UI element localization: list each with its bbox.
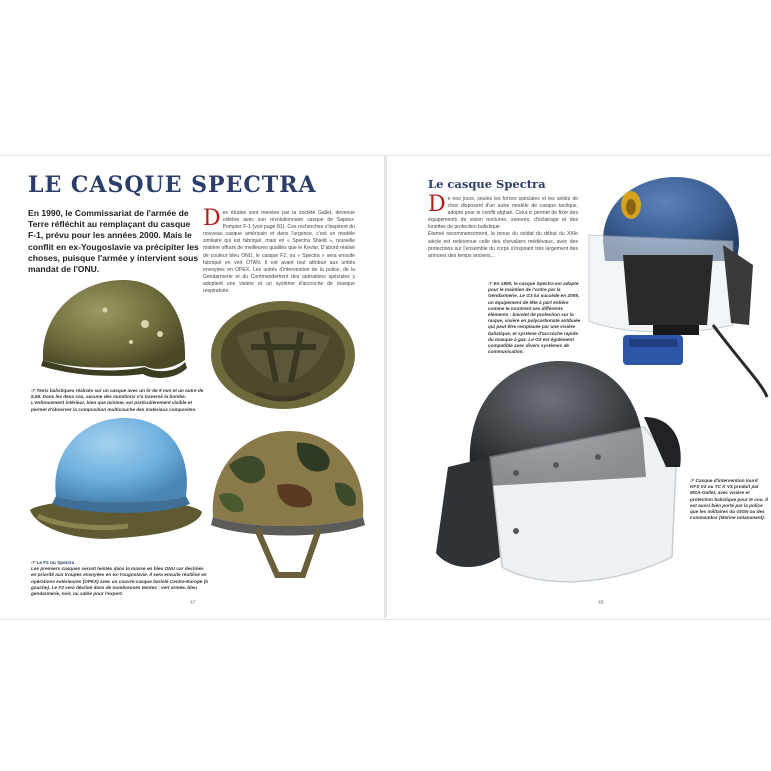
drop-cap: D bbox=[428, 192, 446, 217]
body-paragraph-2: Éternel recommencement, la tenue du soldat du début du XXIe siècle est redevenue celle des chevaliers médiévaux, avec des protections sur l'ensemble du corps s'inspirant très largement des armures des temps anciens... bbox=[428, 231, 578, 259]
page-gutter bbox=[384, 155, 387, 618]
page-title-right: Le casque Spectra bbox=[428, 177, 546, 191]
arrow-icon: ☞ bbox=[31, 388, 37, 393]
caption-text: Casque d'intervention lourd KFS V2 ou TC K V3 produit par MSA-Gallet, avec visière et protection balistique pour le cou. Il est aussi bien porté par la police que les militaires du GIGN ou des commandos (Marine notamment). bbox=[690, 478, 768, 521]
un-blue-helmet-photo bbox=[28, 412, 204, 558]
caption-text: En 1990, le casque Spectra est adopté pour le maintien de l'ordre par la Gendarmerie. Le G3 lui succède en 2009, un équipement de tête à part entière comme le montrent ses différents éléments : bavolet de protection sur la nuque, visière en polycarbonate antibuée qui peut être remplacée par une visière balistique, et système d'accroche rapide du masque à gaz. Le G3 est également compatible avec divers systèmes de communication. bbox=[488, 281, 581, 355]
arrow-icon: ☞ bbox=[31, 560, 37, 565]
body-paragraph: e nos jours, seules les forces spéciales et les unités de choc disposent d'un autre modèle de casque tactique, adopté pour le conflit afghan. Celui-ci permet de fixer des équipements de vision nocturne, sonores, d'éclairage et des lunettes de protection balistique. bbox=[428, 196, 578, 231]
caption-text: Les premiers casques seront teintés dans la masse en bleu ONU car destinés en priorité aux troupes envoyées en ex-Yougoslavie. Il sera ensuite réutilisé en opérations extérieures (OPEX) avec un couvre-casque bariolé Centre-Europe (à gauche). Le F2 sera décliné dans de nombreuses teintes : vert armée, bleu gendarmerie, noir, ou sable pour l'export. bbox=[31, 566, 208, 597]
helmet-interior-photo bbox=[206, 297, 360, 415]
caption-text: Tests balistiques réalisés sur un casque avec un tir de 9 mm et un autre de 5,56. Dans les deux cas, aucune des munitions n'a traversé la bombe. L'enfoncement intérieur, bien que minime, est particulièrement visible et permet d'observer la composition multicouche des matériaux composites. bbox=[31, 388, 204, 412]
caption-gendarmerie bbox=[488, 281, 582, 355]
intro-paragraph: En 1990, le Commissariat de l'armée de Terre réfléchit au remplaçant du casque F-1, prévu pour les années 2000. Mais le conflit en ex-Yougoslavie va précipiter les choses, puisque l'armée y intervient sous mandat de l'ONU. bbox=[28, 208, 199, 275]
drop-cap: D bbox=[203, 206, 221, 231]
body-paragraph: es études sont menées par la société Gallet, devenue célèbre avec son révolutionnaire casque de Sapeur-Pompier F-1 (voir page 81). Ces recherches s'inspirent du nouveau casque américain et dans l'urgence, c'est un modèle similaire qui est fabriqué, mais en « Spectra Shield », nouvelle matière offrant de meilleures qualités que le Kevlar. D'abord réalisé de couleur bleu ONU, le casque F2, ou « Spectra » sera ensuite fabriqué en vert OTAN. Il est avant tout attribué aux unités envoyées en OPEX. Les unités d'intervention de la police, de la Gendarmerie et du Commandement des opérations spéciales y adoptent une visière et un système d'accroche de masque respiratoire. bbox=[203, 210, 355, 295]
arrow-icon: ☞ bbox=[690, 478, 696, 483]
body-text-right bbox=[428, 192, 578, 260]
camouflage-helmet-photo bbox=[207, 425, 367, 585]
intervention-helmet-photo bbox=[430, 357, 688, 591]
caption-f2-spectra bbox=[31, 560, 209, 597]
arrow-icon: ☞ bbox=[488, 281, 494, 286]
page-title: LE CASQUE SPECTRA bbox=[28, 172, 317, 198]
page-number-left: 47 bbox=[190, 600, 196, 606]
caption-intervention bbox=[690, 478, 768, 521]
caption-heading: Le F2 ou Spectra bbox=[36, 560, 75, 565]
body-text-left bbox=[203, 206, 355, 295]
page-number-right: 48 bbox=[598, 600, 604, 606]
olive-helmet-photo bbox=[35, 272, 195, 384]
caption-ballistic-test bbox=[31, 388, 206, 413]
